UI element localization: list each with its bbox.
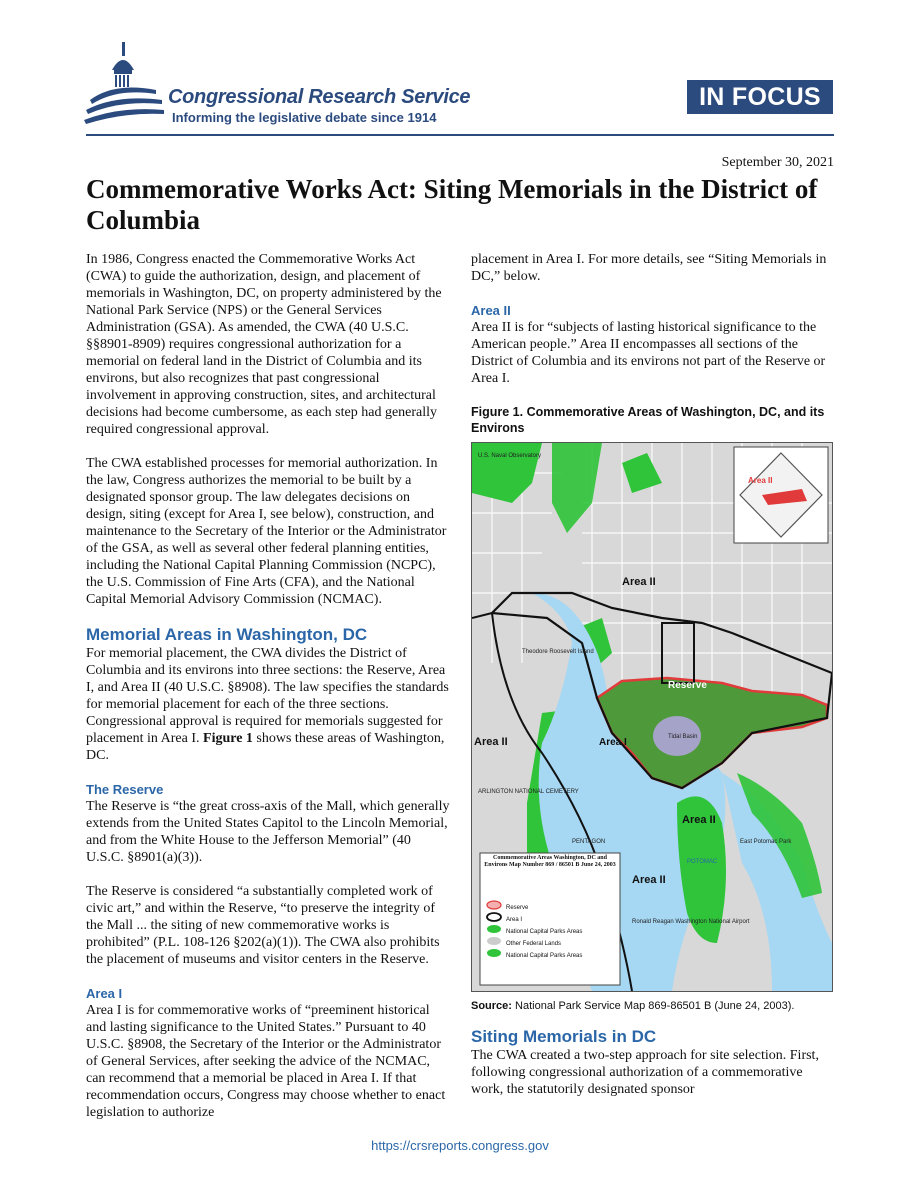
map-label-airport: Ronald Reagan Washington National Airport (632, 919, 750, 925)
paragraph: The Reserve is “the great cross-axis of the Mall, which generally extends from the United States Capitol to the Lincoln Memorial, and from the White House to the Jefferson Memorial” (40 U.S.C. §8901(a)(3)). (86, 799, 450, 865)
org-tagline: Informing the legislative debate since 1914 (172, 110, 437, 125)
subsection-heading: The Reserve (86, 782, 164, 797)
subsection-heading: Area II (471, 303, 511, 318)
map-legend-title: Commemorative Areas Washington, DC and Environs Map Number 869 / 86501 B June 24, 2003 (484, 855, 616, 868)
map-label-arlington: ARLINGTON NATIONAL CEMETERY (478, 789, 579, 795)
figure-caption: Figure 1. Commemorative Areas of Washington, DC, and its Environs (471, 405, 825, 435)
map-label-roosevelt: Theodore Roosevelt Island (522, 649, 594, 655)
paragraph: The CWA created a two-step approach for site selection. First, following congressional authorization of a commemorative work, the statutorily designated sponsor (471, 1048, 819, 1097)
figure-reference: Figure 1 (203, 731, 253, 746)
page-title: Commemorative Works Act: Siting Memorials in the District of Columbia (86, 174, 818, 235)
map-label-area2-right: Area II (682, 814, 716, 826)
footer-url[interactable]: https://crsreports.congress.gov (371, 1138, 549, 1153)
legend-item: Reserve (506, 905, 529, 911)
map-label-area2-bottom: Area II (632, 874, 666, 886)
map-label-area2-left: Area II (474, 736, 508, 748)
subsection-heading: Area I (86, 986, 123, 1001)
map-label-pentagon: PENTAGON (572, 839, 606, 845)
legend-item: National Capital Parks Areas (506, 929, 583, 935)
paragraph: The CWA established processes for memorial authorization. In the law, Congress authorizes the memorial to be built by a designated sponsor group. The law delegates decisions on design, siting (except for Area I, see below), construction, and maintenance to the Secretary of the Interior or the Administrator of the GSA, as well as several other federal planning entities, including the National Capital Planning Commission (NCPC), the U.S. Commission of Fine Arts (CFA), and the National Capital Memorial Advisory Commission (NCMAC). (86, 456, 447, 607)
paragraph: Area I is for commemorative works of “preeminent historical and lasting significance to the United States.” Pursuant to 40 U.S.C. §8908, the Secretary of the Interior or the Administrator of General Services, after seeking the advice of the NCMAC, can recommend that a memorial be placed in Area I. If that recommendation occurs, Congress may choose whether to enact legislation to authorize (86, 1003, 446, 1120)
legend-item: Other Federal Lands (506, 941, 562, 947)
right-column (471, 251, 835, 1115)
paragraph: Area II is for “subjects of lasting historical significance to the American people.” Area II encompasses all sections of the District of Columbia and its environs not part of the Reserve or Area I. (471, 320, 826, 386)
paragraph: The Reserve is considered “a substantially completed work of civic art,” and within the Reserve, “to preserve the integrity of the Mall ... the siting of new commemorative works is prohibited” (P.L. 108-126 §202(a)(1)). The CWA also prohibits the placement of museums and visitor centers in the Reserve. (86, 884, 440, 967)
figure-source: Source: National Park Service Map 869-86501 B (June 24, 2003). (471, 1000, 795, 1012)
section-heading: Memorial Areas in Washington, DC (86, 625, 368, 644)
paragraph: For memorial placement, the CWA divides the District of Columbia and its environs into three sections: the Reserve, Area I, and Area II (40 U.S.C. §8908). The law specifies the standards for memorial placement for each of the three sections. Congressional approval is required for memorials suggested for placement in Area I. Figure 1 shows these areas of Washington, DC. (86, 646, 449, 763)
section-heading: Siting Memorials in DC (471, 1027, 657, 1046)
map-legend-items (506, 902, 582, 962)
paragraph: In 1986, Congress enacted the Commemorative Works Act (CWA) to guide the authorization, design, and placement of memorials in Washington, DC, on property administered by the National Park Service (NPS) or the General Services Administration (GSA). As amended, the CWA (40 U.S.C. §§8901-8909) requires congressional authorization for a memorial on federal land in the District of Columbia and its environs, but also recognizes that past congressional involvement in approving construction, sites, and architectural decisions had become cumbersome, as each step had generally required congressional approval. (86, 252, 442, 437)
paragraph: placement in Area I. For more details, see “Siting Memorials in DC,” below. (471, 252, 827, 284)
map-label-east-potomac: East Potomac Park (740, 839, 792, 845)
crs-capitol-logo (84, 40, 166, 130)
map-label-area2-top: Area II (622, 576, 656, 588)
map-label-tidal-basin: Tidal Basin (668, 734, 698, 740)
map-label-area1: Area I (599, 737, 627, 748)
inset-label: Area II (748, 476, 773, 485)
legend-item: Area I (506, 917, 523, 923)
legend-item: National Capital Parks Areas (506, 953, 583, 959)
commemorative-areas-map (471, 442, 833, 992)
left-column (86, 251, 450, 1138)
org-name: Congressional Research Service (168, 86, 471, 108)
header-divider (86, 134, 834, 136)
map-label-reserve: Reserve (668, 680, 707, 691)
map-label-potomac: POTOMAC (687, 859, 718, 865)
publication-date: September 30, 2021 (721, 155, 834, 170)
in-focus-badge: IN FOCUS (687, 80, 833, 114)
map-label-observatory: U.S. Naval Observatory (478, 453, 542, 459)
